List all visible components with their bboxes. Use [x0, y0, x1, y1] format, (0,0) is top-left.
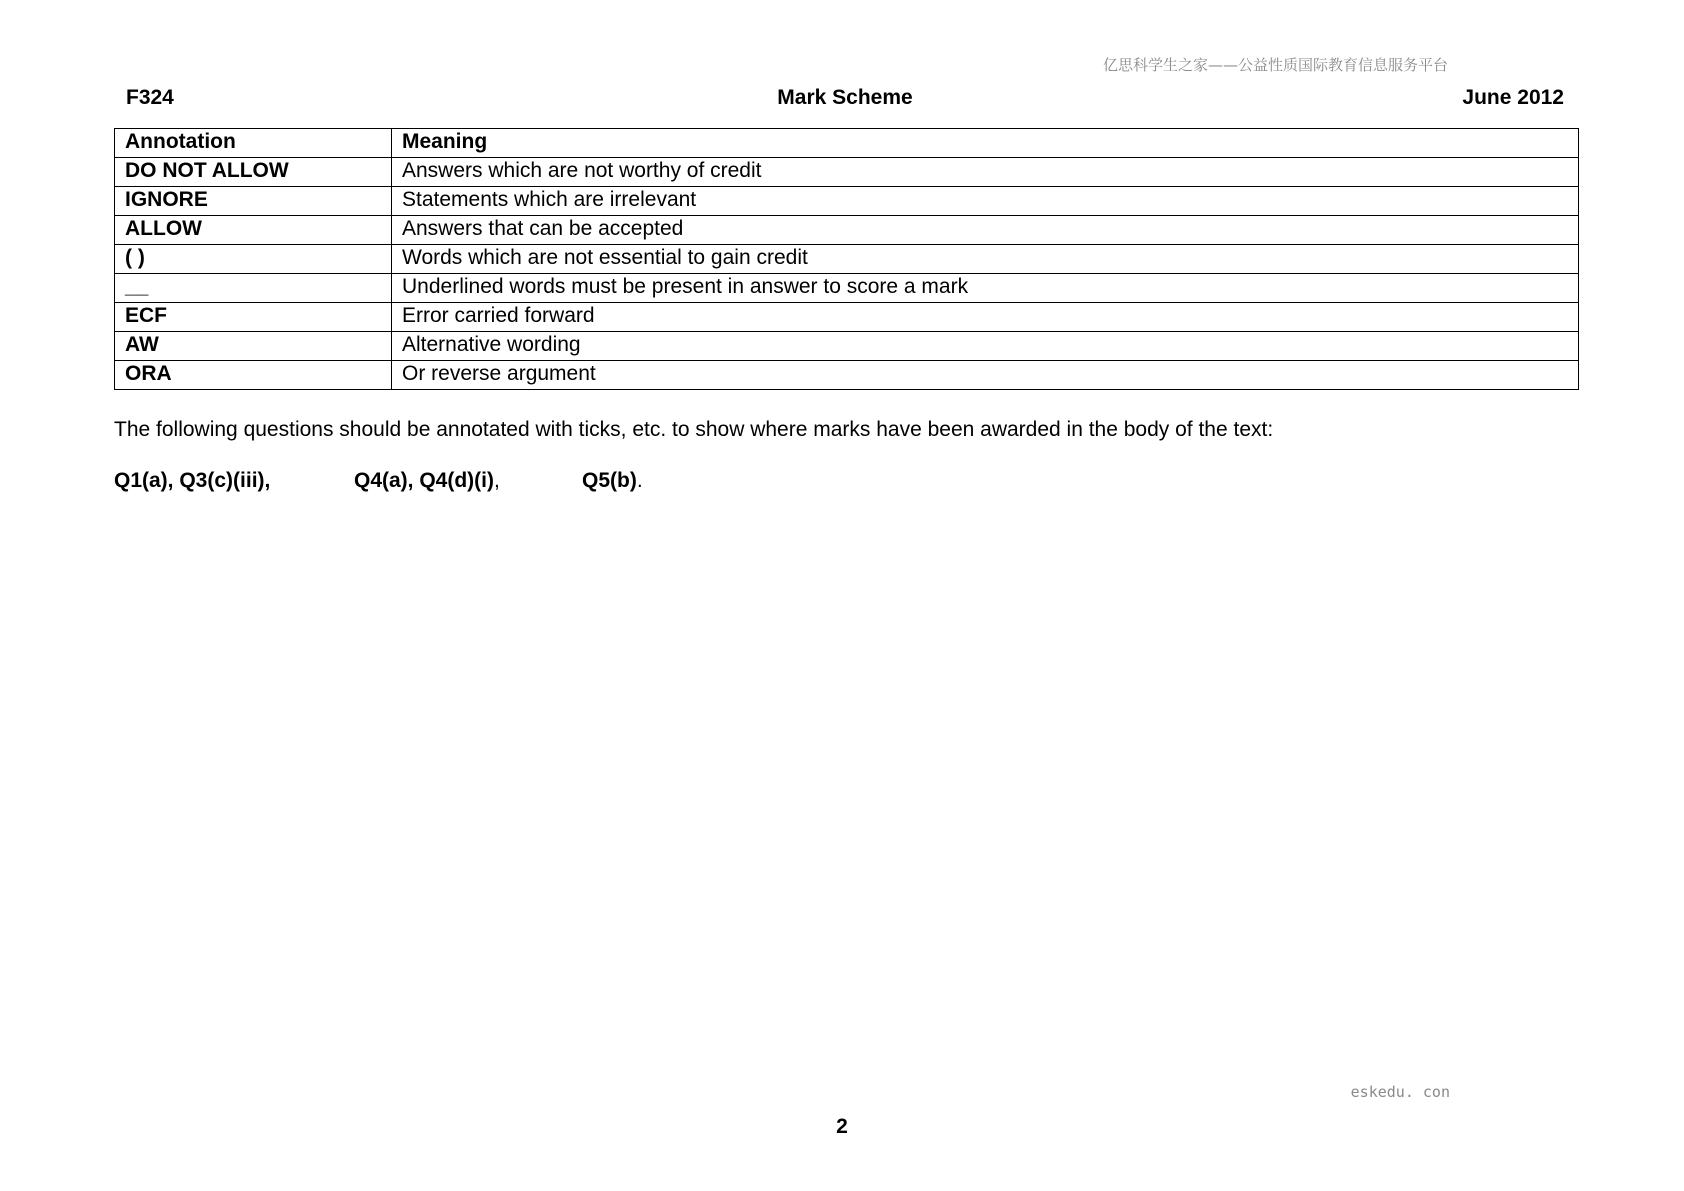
- meaning-cell: Underlined words must be present in answer to score a mark: [392, 274, 1579, 303]
- table-row: [115, 158, 1579, 187]
- header-date: June 2012: [1462, 86, 1564, 109]
- question-group-3-label: Q5(b): [582, 469, 637, 492]
- header-title: Mark Scheme: [777, 86, 913, 109]
- annotation-cell: ORA: [115, 361, 392, 390]
- instruction-paragraph: The following questions should be annotated with ticks, etc. to show where marks have been awarded in the body of the text:: [114, 418, 1274, 441]
- table-row: [115, 216, 1579, 245]
- annotation-cell: DO NOT ALLOW: [115, 158, 392, 187]
- page-number: 2: [836, 1115, 848, 1138]
- question-group-3-tail: .: [636, 469, 643, 492]
- page-header: [126, 86, 1564, 114]
- question-group-2-label: Q4(a), Q4(d)(i): [354, 469, 494, 492]
- table-row: [115, 332, 1579, 361]
- annotation-cell: __: [115, 274, 392, 303]
- meaning-cell: Answers that can be accepted: [392, 216, 1579, 245]
- table-row: [115, 361, 1579, 390]
- watermark-bottom: eskedu. con: [1350, 1083, 1450, 1101]
- header-code: F324: [126, 86, 174, 109]
- table-row: [115, 303, 1579, 332]
- annotation-table: [114, 128, 1579, 390]
- watermark-top: 亿思科学生之家——公益性质国际教育信息服务平台: [1102, 56, 1448, 74]
- annotation-cell: IGNORE: [115, 187, 392, 216]
- meaning-cell: Alternative wording: [392, 332, 1579, 361]
- question-group-2: [354, 469, 500, 493]
- meaning-cell: Or reverse argument: [392, 361, 1579, 390]
- annotation-cell: ALLOW: [115, 216, 392, 245]
- meaning-cell: Statements which are irrelevant: [392, 187, 1579, 216]
- annotation-cell: AW: [115, 332, 392, 361]
- question-group-3: [582, 469, 643, 493]
- meaning-cell: Words which are not essential to gain credit: [392, 245, 1579, 274]
- column-header-annotation: Annotation: [115, 129, 392, 158]
- meaning-cell: Answers which are not worthy of credit: [392, 158, 1579, 187]
- column-header-meaning: Meaning: [392, 129, 1579, 158]
- question-group-1: Q1(a), Q3(c)(iii),: [114, 469, 271, 492]
- question-group-2-tail: ,: [494, 469, 500, 492]
- annotation-cell: ECF: [115, 303, 392, 332]
- table-row: [115, 274, 1579, 303]
- annotation-cell: ( ): [115, 245, 392, 274]
- table-row: [115, 245, 1579, 274]
- table-row: [115, 187, 1579, 216]
- table-header-row: [115, 129, 1579, 158]
- meaning-cell: Error carried forward: [392, 303, 1579, 332]
